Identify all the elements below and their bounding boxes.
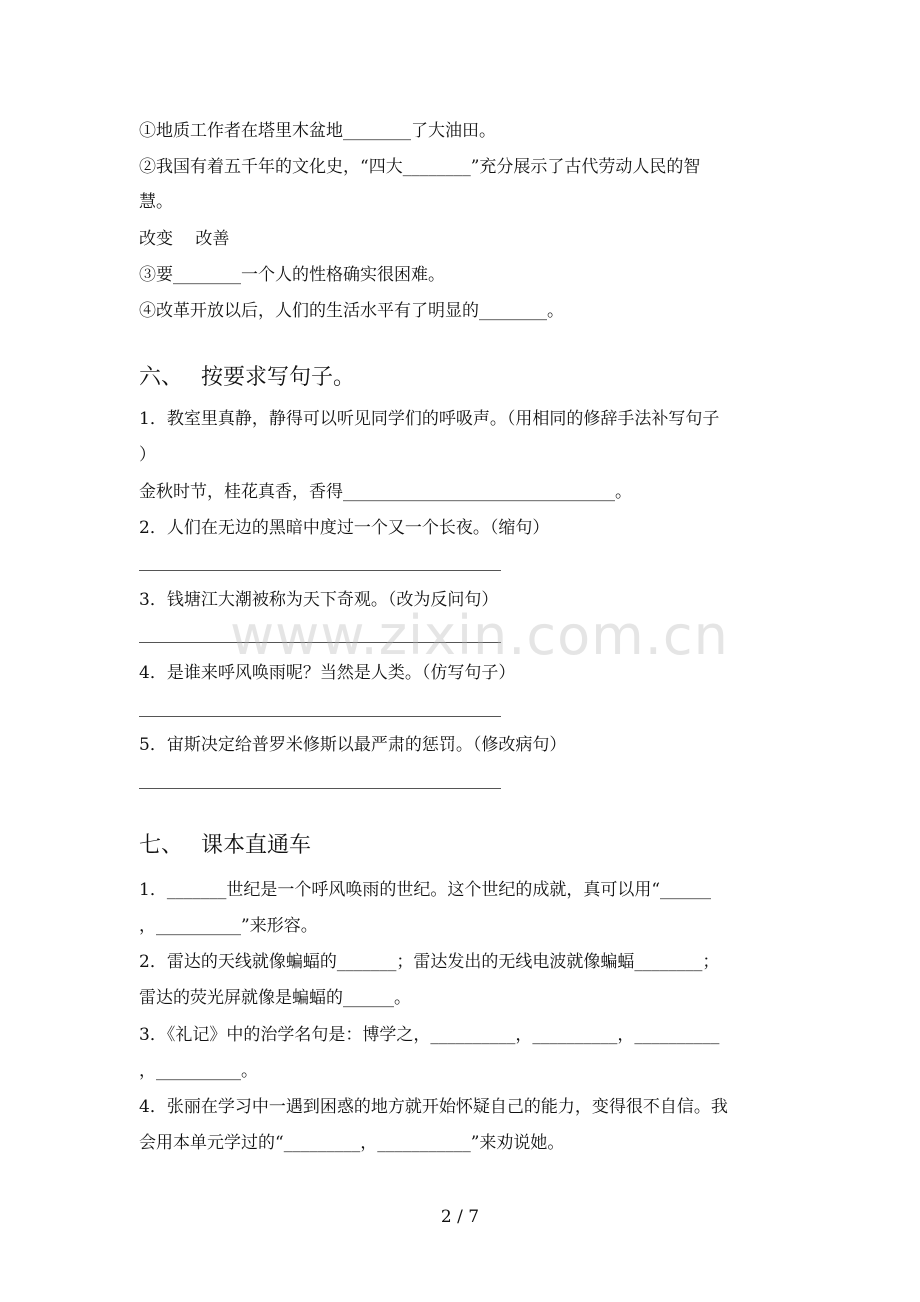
question-line: 3．《礼记》中的治学名句是：博学之，__________，__________，__________ bbox=[139, 1025, 720, 1045]
section-number: 七、 bbox=[139, 833, 184, 858]
question-line: 4．张丽在学习中一遇到困惑的地方就开始怀疑自己的能力，变得很不自信。我 bbox=[139, 1097, 728, 1117]
question-line: 5．宙斯决定给普罗米修斯以最严肃的惩罚。（修改病句） bbox=[139, 735, 567, 755]
question-line: 雷达的荧光屏就像是蝙蝠的______。 bbox=[139, 988, 411, 1008]
question-line: 1．教室里真静，静得可以听见同学们的呼吸声。（用相同的修辞手法补写句子 bbox=[139, 409, 720, 429]
question-line: 3．钱塘江大潮被称为天下奇观。（改为反问句） bbox=[139, 590, 499, 610]
question-line: ，__________。 bbox=[139, 1061, 258, 1081]
answer-line[interactable] bbox=[139, 570, 501, 571]
section-heading bbox=[139, 363, 355, 393]
question-line: ②我国有着五千年的文化史，“四大________”充分展示了古代劳动人民的智 bbox=[139, 157, 701, 177]
answer-line[interactable] bbox=[139, 716, 501, 717]
question-line: 1．_______世纪是一个呼风唤雨的世纪。这个世纪的成就，真可以用“______ bbox=[139, 880, 712, 900]
question-line: ③要________一个人的性格确实很困难。 bbox=[139, 265, 445, 285]
question-line: ①地质工作者在塔里木盆地________了大油田。 bbox=[139, 121, 496, 141]
question-line: ④改革开放以后，人们的生活水平有了明显的________。 bbox=[139, 301, 564, 321]
question-line: 慧。 bbox=[139, 192, 173, 212]
question-line: 金秋时节，桂花真香，香得________________________________。 bbox=[139, 482, 632, 502]
watermark: www.zixin.com.cn bbox=[230, 604, 729, 667]
question-line: 会用本单元学过的“_________，___________”来劝说她。 bbox=[139, 1133, 565, 1153]
word-choices: 改变 改善 bbox=[139, 229, 230, 249]
section-heading bbox=[139, 831, 311, 861]
section-number: 六、 bbox=[139, 365, 184, 390]
question-line: ） bbox=[139, 445, 156, 465]
section-title: 课本直通车 bbox=[201, 833, 312, 858]
question-line: ，__________”来形容。 bbox=[139, 916, 318, 936]
question-line: 4．是谁来呼风唤雨呢？当然是人类。（仿写句子） bbox=[139, 663, 516, 683]
section-title: 按要求写句子。 bbox=[201, 365, 356, 390]
question-line: 2．雷达的天线就像蝙蝠的_______；雷达发出的无线电波就像蝙蝠________； bbox=[139, 952, 720, 972]
answer-line[interactable] bbox=[139, 788, 501, 789]
page-number: 2 / 7 bbox=[440, 1207, 480, 1227]
question-line: 2．人们在无边的黑暗中度过一个又一个长夜。（缩句） bbox=[139, 518, 550, 538]
